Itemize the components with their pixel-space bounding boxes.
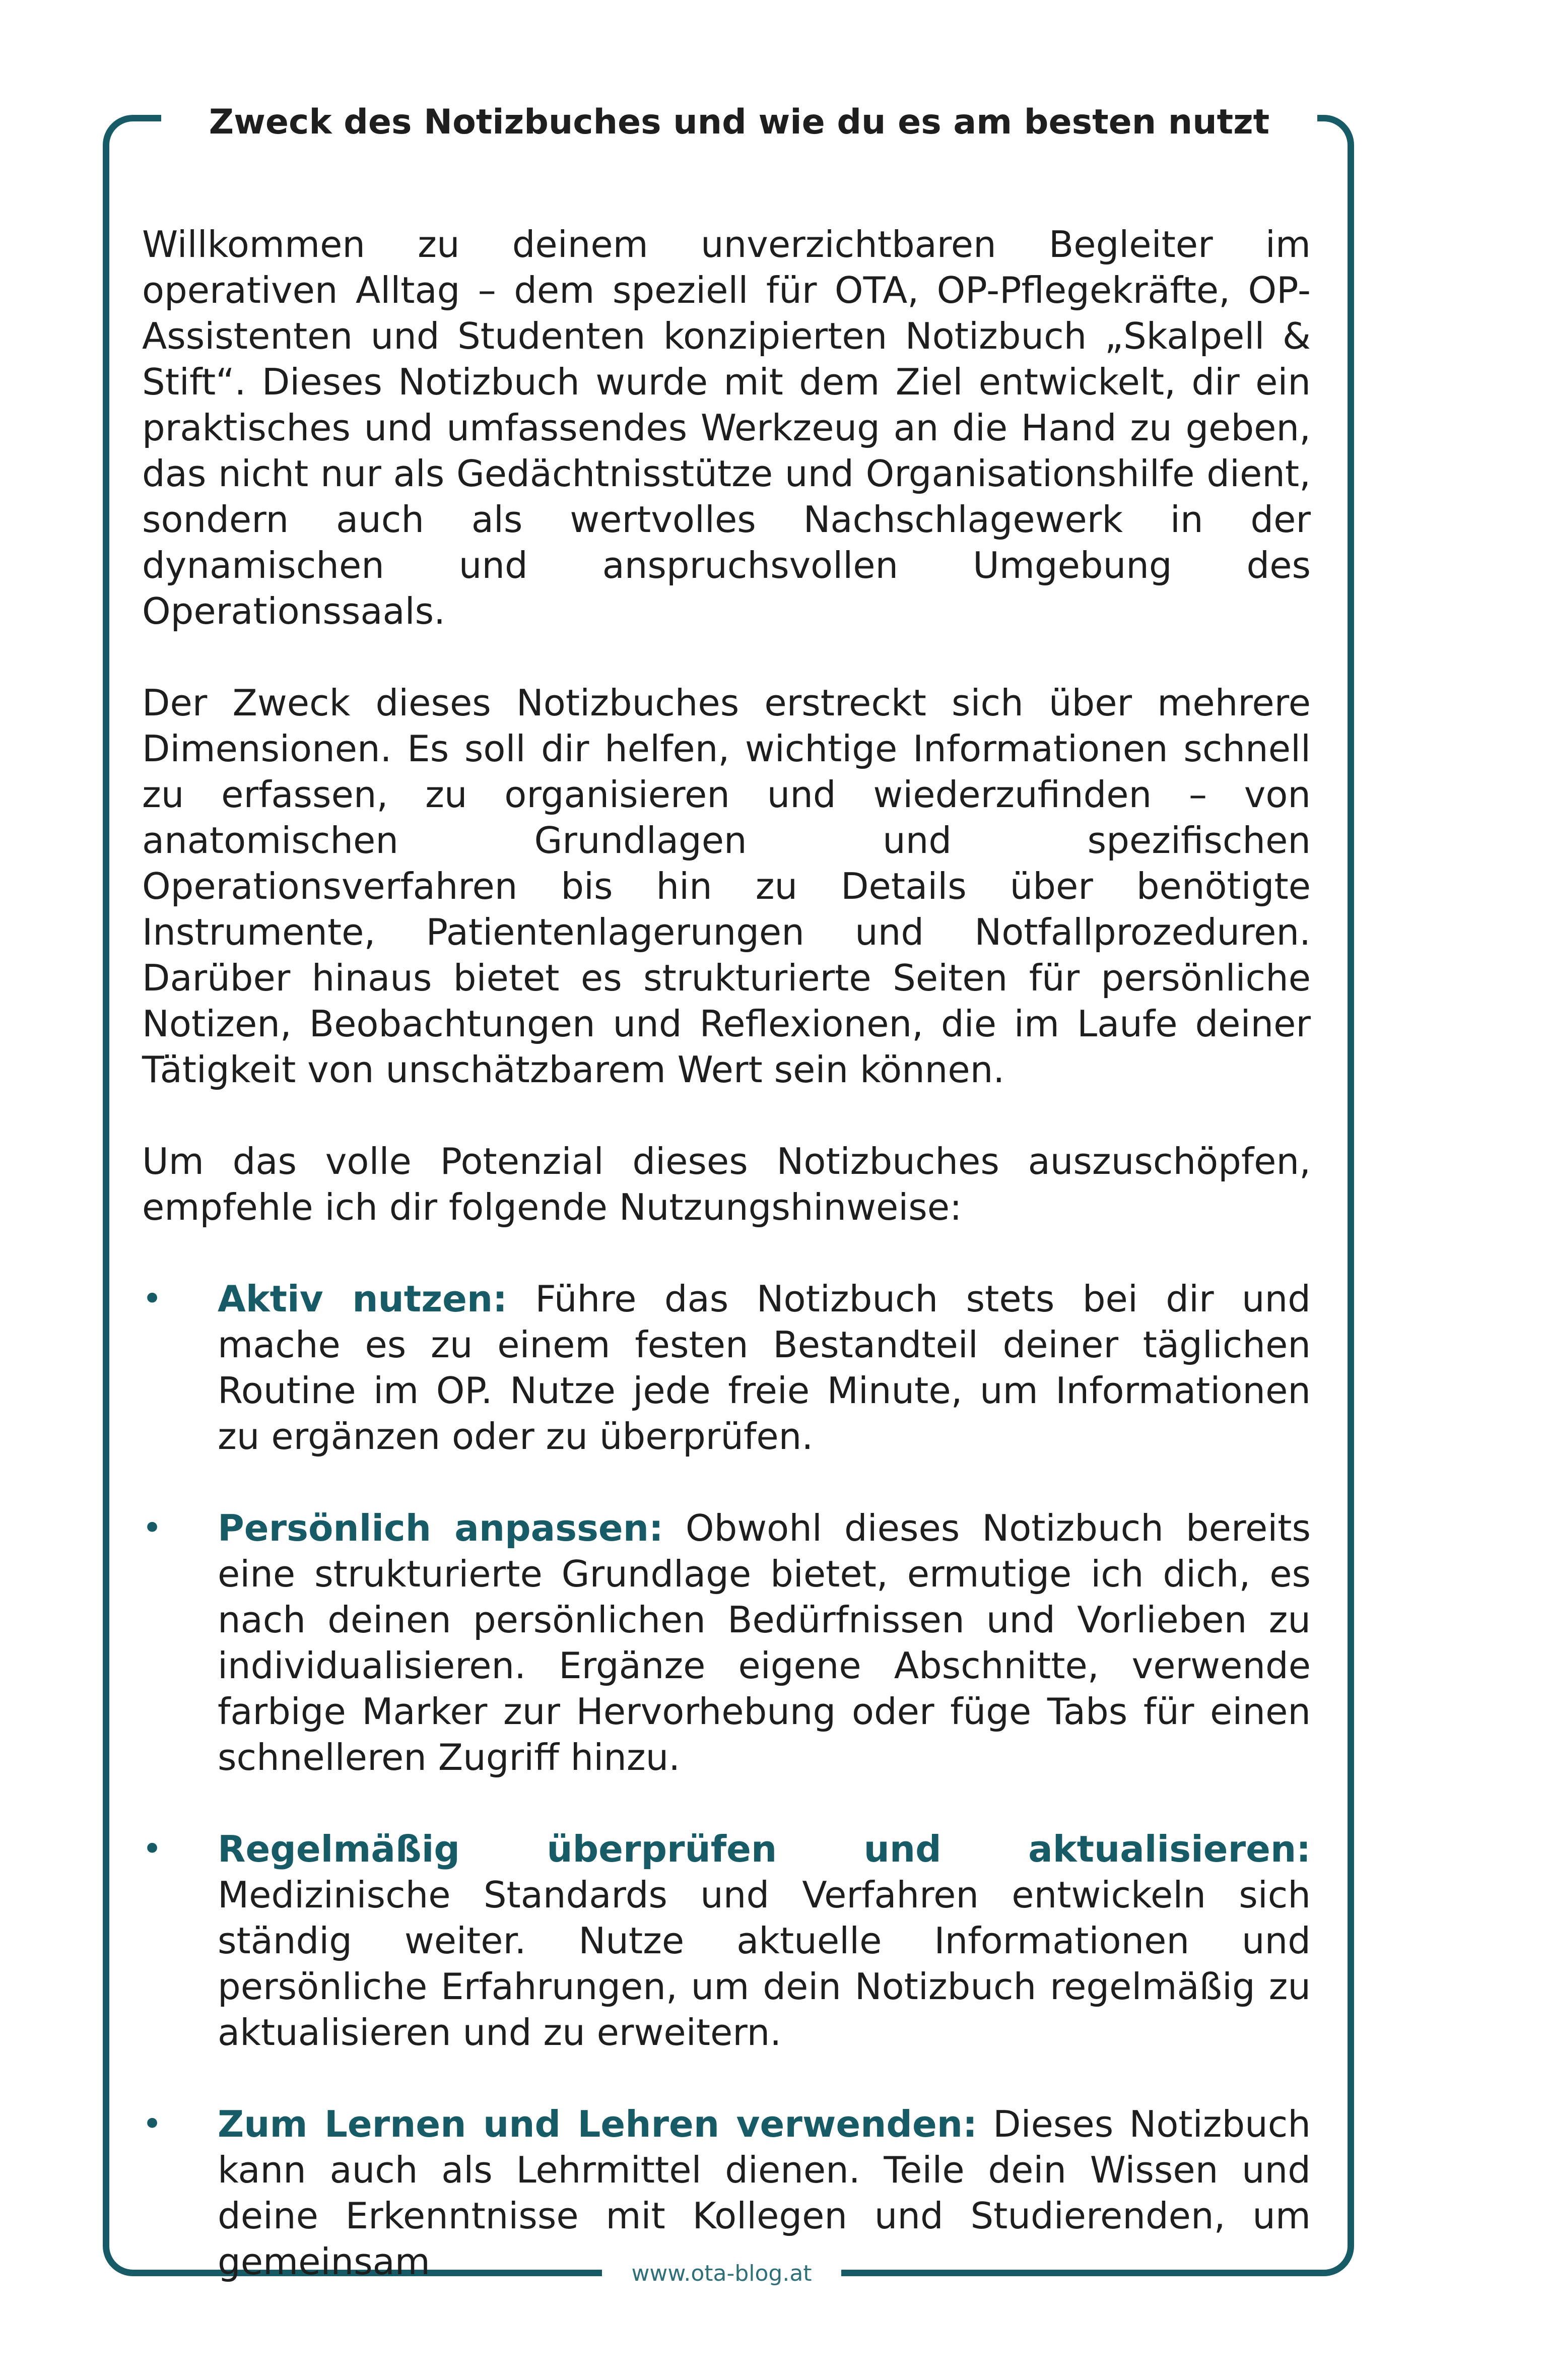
list-item	[142, 1826, 1311, 2056]
list-item	[142, 1276, 1311, 1460]
bullet-text: Dieses Notizbuch kann auch als Lehrmittel dienen. Teile dein Wissen und deine Erkenntnisse mit Kollegen und Studierenden, um gemeinsam	[218, 2103, 1311, 2283]
usage-tips-list	[142, 1276, 1311, 2285]
bullet-icon: •	[142, 2104, 163, 2144]
bullet-icon: •	[142, 1279, 163, 1319]
bullet-text: Obwohl dieses Notizbuch bereits eine strukturierte Grundlage bietet, ermutige ich dich, es nach deinen persönlichen Bedürfnissen und Vorlieben zu individualisieren. Ergänze eigene Abschnitte, verwende farbige Marker zur Hervorhebung oder füge Tabs für einen schnelleren Zugriff hinzu.	[218, 1507, 1311, 1778]
bullet-term: Persönlich anpassen:	[218, 1507, 663, 1549]
bullet-icon: •	[142, 1829, 163, 1869]
bullet-term: Zum Lernen und Lehren verwenden:	[218, 2103, 977, 2145]
intro-paragraph: Willkommen zu deinem unverzichtbaren Begleiter im operativen Alltag – dem speziell für OTA, OP-Pflegekräfte, OP-Assistenten und Studenten konzipierten Notizbuch „Skalpell & Stift“. Dieses Notizbuch wurde mit dem Ziel entwickelt, dir ein praktisches und umfassendes Werkzeug an die Hand zu geben, das nicht nur als Gedächtnisstütze und Organisationshilfe dient, sondern auch als wertvolles Nachschlagewerk in der dynamischen und anspruchsvollen Umgebung des Operationssaals.	[142, 223, 1311, 632]
page-title: Zweck des Notizbuches und wie du es am besten nutzt	[209, 102, 1270, 142]
bullet-icon: •	[142, 1508, 163, 1548]
list-item	[142, 1505, 1311, 1780]
main-content	[142, 222, 1311, 2331]
bullet-term: Regelmäßig überprüfen und aktualisieren:	[218, 1828, 1311, 1870]
footer-url-link[interactable]: www.ota-blog.at	[631, 2261, 812, 2286]
purpose-paragraph: Der Zweck dieses Notizbuches erstreckt sich über mehrere Dimensionen. Es soll dir helfen, wichtige Informationen schnell zu erfassen, zu organisieren und wiederzufinden – von anatomischen Grundlagen und spezifischen Operationsverfahren bis hin zu Details über benötigte Instrumente, Patientenlagerungen und Notfallprozeduren. Darüber hinaus bietet es strukturierte Seiten für persönliche Notizen, Beobachtungen und Reflexionen, die im Laufe deiner Tätigkeit von unschätzbarem Wert sein können.	[142, 682, 1311, 1091]
bullet-term: Aktiv nutzen:	[218, 1278, 507, 1320]
bullet-text: Führe das Notizbuch stets bei dir und mache es zu einem festen Bestandteil deiner täglichen Routine im OP. Nutze jede freie Minute, um Informationen zu ergänzen oder zu überprüfen.	[218, 1278, 1311, 1458]
usage-intro-paragraph: Um das volle Potenzial dieses Notizbuches auszuschöpfen, empfehle ich dir folgende Nutzungshinweise:	[142, 1140, 1311, 1228]
bullet-text: Medizinische Standards und Verfahren entwickeln sich ständig weiter. Nutze aktuelle Informationen und persönliche Erfahrungen, um dein Notizbuch regelmäßig zu aktualisieren und zu erweitern.	[218, 1874, 1311, 2054]
